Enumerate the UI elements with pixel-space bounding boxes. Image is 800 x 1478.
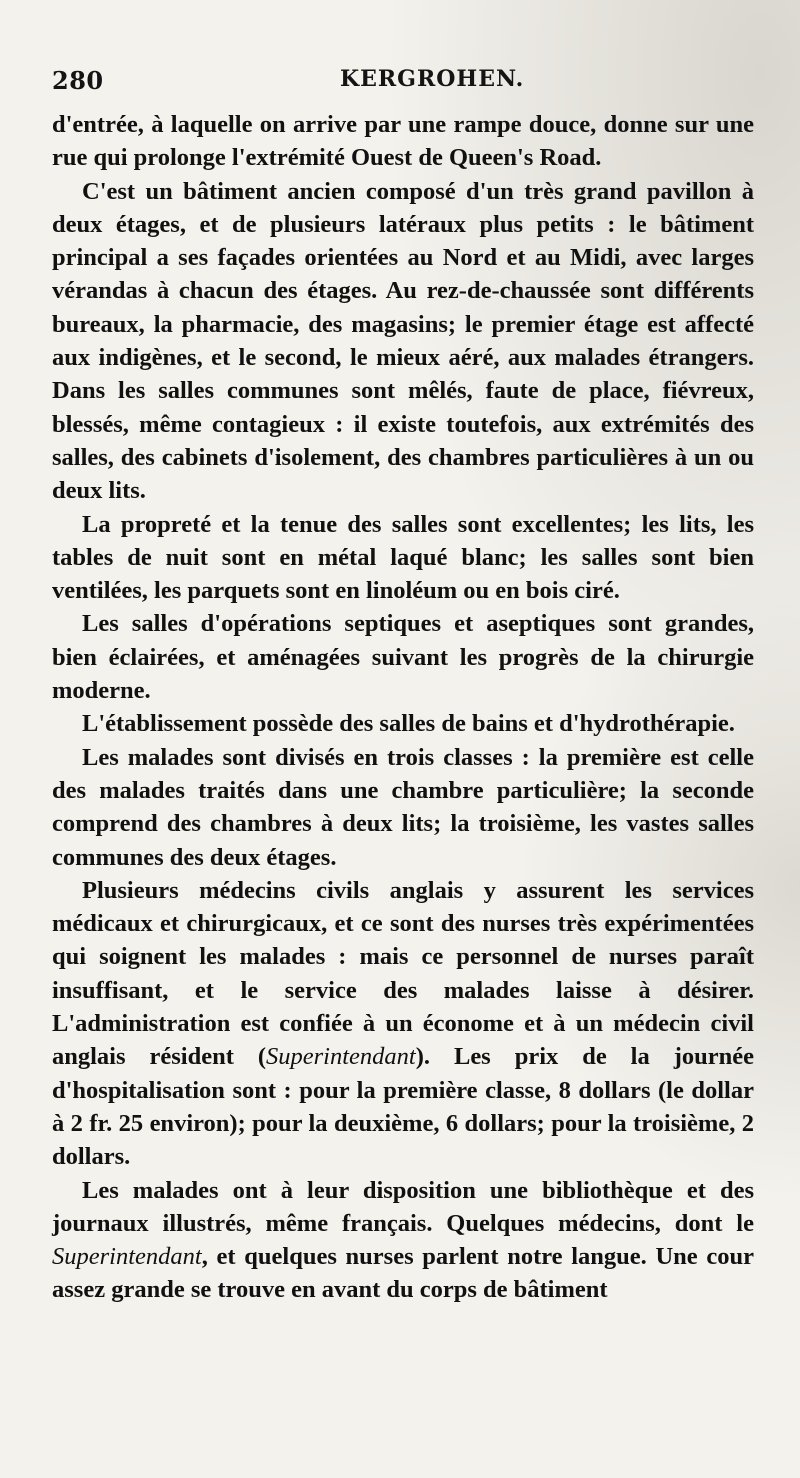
paragraph bbox=[52, 607, 754, 707]
italic-term: Superintendant bbox=[266, 1043, 416, 1071]
paragraph bbox=[52, 175, 754, 508]
text-segment: ). Les prix de la journée d'hospitalisation sont : pour la première classe, 8 dollars (le dollar à 2 fr. 25 environ); pour la deuxième, 6 dollars; pour la troisième, 2 dollars. bbox=[52, 1043, 754, 1171]
paragraph bbox=[52, 508, 754, 608]
page-number: 280 bbox=[52, 66, 104, 95]
text-segment: C'est un bâtiment ancien composé d'un très grand pavillon à deux étages, et de plusieurs latéraux plus petits : le bâtiment principal a ses façades orientées au Nord et au Midi, avec larges vérandas à chacun des étages. Au rez-de-chaussée sont différents bureaux, la pharmacie, des magasins; le premier étage est affecté aux indigènes, et le second, le mieux aéré, aux malades étrangers. Dans les salles communes sont mêlés, faute de place, fiévreux, blessés, même contagieux : il existe toutefois, aux extrémités des salles, des cabinets d'isolement, des chambres particulières à un ou deux lits. bbox=[52, 177, 754, 505]
paragraph bbox=[52, 874, 754, 1174]
text-segment: , et quelques nurses parlent notre langue. Une cour assez grande se trouve en avant du corps de bâtiment bbox=[52, 1243, 754, 1304]
body-text bbox=[52, 108, 754, 1307]
paragraph bbox=[52, 741, 754, 874]
text-segment: d'entrée, à laquelle on arrive par une rampe douce, donne sur une rue qui prolonge l'extrémité Ouest de Queen's Road. bbox=[52, 111, 754, 172]
paragraph bbox=[52, 1174, 754, 1307]
page-header bbox=[52, 66, 752, 102]
paragraph bbox=[52, 707, 754, 740]
text-segment: L'établissement possède des salles de bains et d'hydrothérapie. bbox=[82, 710, 735, 738]
text-segment: Les malades ont à leur disposition une bibliothèque et des journaux illustrés, même français. Quelques médecins, dont le bbox=[52, 1176, 754, 1237]
italic-term: Superintendant bbox=[52, 1243, 202, 1271]
paragraph bbox=[52, 108, 754, 175]
running-head: KERGROHEN. bbox=[340, 66, 525, 92]
text-segment: Les salles d'opérations septiques et aseptiques sont grandes, bien éclairées, et aménagées suivant les progrès de la chirurgie moderne. bbox=[52, 610, 754, 705]
text-segment: Plusieurs médecins civils anglais y assurent les services médicaux et chirurgicaux, et ce sont des nurses très expérimentées qui soignent les malades : mais ce personnel de nurses paraît insuffisant, et le service des malades laisse à désirer. L'administration est confiée à un économe et à un médecin civil anglais résident ( bbox=[52, 876, 754, 1071]
text-segment: Les malades sont divisés en trois classes : la première est celle des malades traités dans une chambre particulière; la seconde comprend des chambres à deux lits; la troisième, les vastes salles communes des deux étages. bbox=[52, 743, 754, 871]
text-segment: La propreté et la tenue des salles sont excellentes; les lits, les tables de nuit sont en métal laqué blanc; les salles sont bien ventilées, les parquets sont en linoléum ou en bois ciré. bbox=[52, 510, 754, 605]
